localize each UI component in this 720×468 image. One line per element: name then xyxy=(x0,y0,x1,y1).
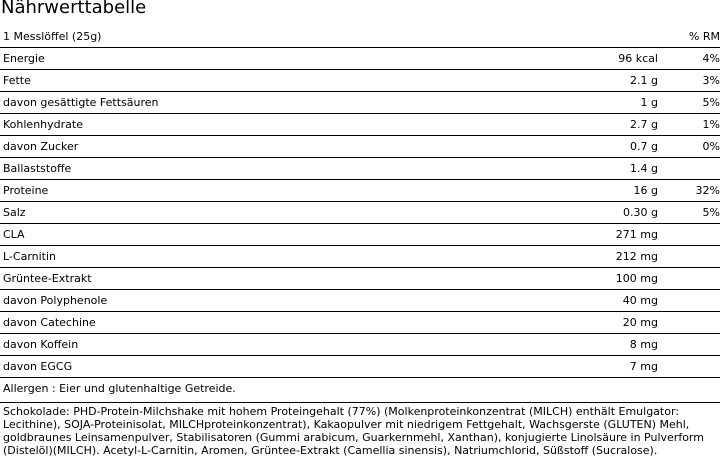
nutrient-amount: 100 mg xyxy=(615,272,658,285)
pct-rm-header: % RM xyxy=(688,30,720,43)
nutrient-name: Ballaststoffe xyxy=(3,162,72,175)
allergen-divider xyxy=(0,402,720,403)
allergen-info: Allergen : Eier und glutenhaltige Getreide. xyxy=(3,382,236,395)
nutrient-amount: 40 mg xyxy=(622,294,658,307)
nutrient-amount: 271 mg xyxy=(615,228,658,241)
nutrient-name: Salz xyxy=(3,206,26,219)
nutrient-pct-rm: 1% xyxy=(702,118,720,131)
table-row xyxy=(0,356,720,378)
table-row xyxy=(0,48,720,70)
page-title: Nährwerttabelle xyxy=(1,0,147,18)
table-row xyxy=(0,268,720,290)
nutrient-amount: 8 mg xyxy=(629,338,658,351)
nutrient-name: davon gesättigte Fettsäuren xyxy=(3,96,159,109)
table-row xyxy=(0,224,720,246)
nutrient-name: L-Carnitin xyxy=(3,250,57,263)
nutrient-amount: 1 g xyxy=(640,96,658,109)
table-row xyxy=(0,246,720,268)
nutrient-name: davon Koffein xyxy=(3,338,79,351)
nutrient-amount: 0.7 g xyxy=(630,140,658,153)
nutrient-name: Proteine xyxy=(3,184,49,197)
nutrient-amount: 20 mg xyxy=(622,316,658,329)
nutrient-name: Energie xyxy=(3,52,45,65)
nutrient-amount: 16 g xyxy=(633,184,658,197)
table-row xyxy=(0,312,720,334)
table-row xyxy=(0,202,720,224)
ingredients-text: Schokolade: PHD-Protein-Milchshake mit hohem Proteingehalt (77%) (Molkenproteinkonzentrat (MILCH) enthält Emulgator: Lecithine), SOJA-Proteinisolat, MILCHproteinkonzentrat), Kakaopulver mit niedrigem Fettgehalt, Wachsgerste (GLUTEN) Mehl, goldbraunes Leinsamenpulver, Stabilisatoren (Gummi arabicum, Guarkernmehl, Xanthan), konjugierte Linolsäure in Pulverform (Distelöl)(MILCH). Acetyl-L-Carnitin, Aromen, Grüntee-Extrakt (Camellia sinensis), Natriumchlorid, Süßstoff (Sucralose). xyxy=(3,405,704,457)
nutrient-pct-rm: 32% xyxy=(695,184,720,197)
nutrient-name: davon Catechine xyxy=(3,316,96,329)
nutrient-pct-rm: 5% xyxy=(702,206,720,219)
table-header-row xyxy=(0,26,720,48)
nutrient-amount: 1.4 g xyxy=(630,162,658,175)
nutrient-pct-rm: 0% xyxy=(702,140,720,153)
table-row xyxy=(0,334,720,356)
nutrient-amount: 212 mg xyxy=(615,250,658,263)
nutrient-pct-rm: 4% xyxy=(702,52,720,65)
table-row xyxy=(0,180,720,202)
nutrient-name: davon EGCG xyxy=(3,360,73,373)
table-row xyxy=(0,114,720,136)
nutrient-amount: 7 mg xyxy=(629,360,658,373)
nutrient-pct-rm: 5% xyxy=(702,96,720,109)
nutrient-name: Kohlenhydrate xyxy=(3,118,83,131)
nutrient-pct-rm: 3% xyxy=(702,74,720,87)
nutrient-amount: 2.7 g xyxy=(630,118,658,131)
nutrient-name: Grüntee-Extrakt xyxy=(3,272,92,285)
serving-size-label: 1 Messlöffel (25g) xyxy=(3,30,102,43)
nutrient-amount: 96 kcal xyxy=(618,52,658,65)
nutrient-amount: 2.1 g xyxy=(630,74,658,87)
nutrient-name: CLA xyxy=(3,228,25,241)
nutrient-amount: 0.30 g xyxy=(623,206,658,219)
nutrient-name: Fette xyxy=(3,74,31,87)
nutrient-name: davon Zucker xyxy=(3,140,79,153)
table-row xyxy=(0,70,720,92)
table-row xyxy=(0,136,720,158)
table-row xyxy=(0,158,720,180)
table-row xyxy=(0,92,720,114)
nutrient-name: davon Polyphenole xyxy=(3,294,108,307)
table-row xyxy=(0,290,720,312)
